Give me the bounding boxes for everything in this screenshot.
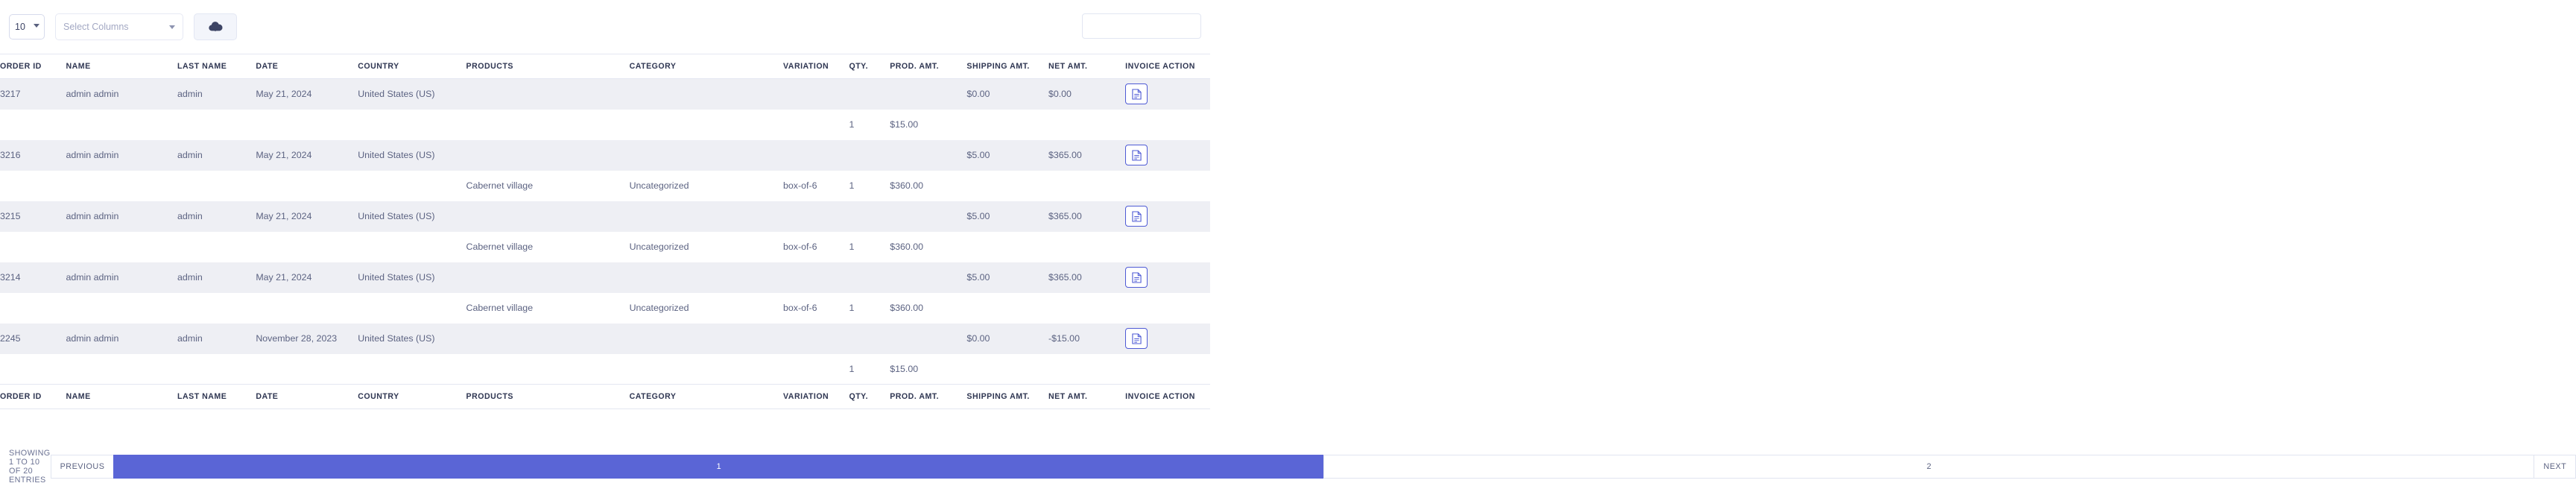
invoice-document-icon bbox=[1132, 150, 1142, 161]
cell-date: November 28, 2023 bbox=[256, 324, 358, 354]
chevron-down-icon bbox=[169, 25, 175, 29]
col-header-order-id[interactable]: ORDER ID bbox=[0, 54, 66, 79]
cell-last-name bbox=[177, 110, 256, 140]
search-input[interactable] bbox=[1082, 13, 1201, 39]
table-head bbox=[0, 54, 1210, 79]
cell-products bbox=[466, 324, 630, 354]
cell-variation: box-of-6 bbox=[783, 293, 849, 324]
cell-net-amt: $0.00 bbox=[1048, 79, 1125, 110]
table-row[interactable] bbox=[0, 171, 1210, 201]
orders-table bbox=[0, 54, 1210, 409]
cell-qty: 1 bbox=[849, 232, 890, 262]
cell-net-amt: -$15.00 bbox=[1048, 324, 1125, 354]
table-row[interactable] bbox=[0, 324, 1210, 354]
invoice-button[interactable] bbox=[1125, 328, 1148, 349]
cell-last-name bbox=[177, 293, 256, 324]
cell-prod-amt bbox=[890, 324, 966, 354]
cell-date: May 21, 2024 bbox=[256, 79, 358, 110]
col-header-products[interactable]: PRODUCTS bbox=[466, 54, 630, 79]
cell-order-id bbox=[0, 232, 66, 262]
cell-variation bbox=[783, 324, 849, 354]
table-row[interactable] bbox=[0, 79, 1210, 110]
foot-col-shipping-amt: SHIPPING AMT. bbox=[966, 385, 1048, 409]
cell-shipping-amt bbox=[966, 171, 1048, 201]
cell-qty bbox=[849, 324, 890, 354]
cell-country: United States (US) bbox=[358, 201, 466, 232]
cell-variation: box-of-6 bbox=[783, 171, 849, 201]
cell-invoice-action bbox=[1125, 201, 1210, 232]
cell-country bbox=[358, 110, 466, 140]
cell-invoice-action bbox=[1125, 262, 1210, 293]
cell-name bbox=[66, 293, 177, 324]
cell-category: Uncategorized bbox=[630, 232, 783, 262]
cell-order-id bbox=[0, 293, 66, 324]
cell-shipping-amt: $5.00 bbox=[966, 201, 1048, 232]
cell-last-name: admin bbox=[177, 262, 256, 293]
cell-products bbox=[466, 354, 630, 385]
cell-date: May 21, 2024 bbox=[256, 262, 358, 293]
table-row[interactable] bbox=[0, 262, 1210, 293]
cell-prod-amt bbox=[890, 201, 966, 232]
cell-invoice-action bbox=[1125, 354, 1210, 385]
table-toolbar bbox=[0, 0, 1210, 54]
cell-prod-amt bbox=[890, 262, 966, 293]
cell-country bbox=[358, 293, 466, 324]
foot-col-category: CATEGORY bbox=[630, 385, 783, 409]
cell-products: Cabernet village bbox=[466, 232, 630, 262]
cell-country bbox=[358, 354, 466, 385]
invoice-document-icon bbox=[1132, 272, 1142, 283]
cell-products bbox=[466, 262, 630, 293]
cell-last-name bbox=[177, 354, 256, 385]
foot-col-variation: VARIATION bbox=[783, 385, 849, 409]
download-button[interactable] bbox=[194, 13, 237, 40]
cell-category bbox=[630, 110, 783, 140]
col-header-last-name[interactable]: LAST NAME bbox=[177, 54, 256, 79]
cell-category bbox=[630, 262, 783, 293]
cell-last-name: admin bbox=[177, 79, 256, 110]
cell-net-amt: $365.00 bbox=[1048, 262, 1125, 293]
cell-products bbox=[466, 201, 630, 232]
foot-col-products: PRODUCTS bbox=[466, 385, 630, 409]
cell-prod-amt bbox=[890, 140, 966, 171]
cell-name: admin admin bbox=[66, 201, 177, 232]
cell-date bbox=[256, 232, 358, 262]
cell-country: United States (US) bbox=[358, 79, 466, 110]
cell-invoice-action bbox=[1125, 79, 1210, 110]
cell-shipping-amt bbox=[966, 293, 1048, 324]
cell-products bbox=[466, 79, 630, 110]
col-header-date[interactable]: DATE bbox=[256, 54, 358, 79]
table-row[interactable] bbox=[0, 201, 1210, 232]
cell-order-id bbox=[0, 171, 66, 201]
cell-name bbox=[66, 171, 177, 201]
select-columns-dropdown[interactable] bbox=[55, 13, 183, 40]
cell-order-id: 3215 bbox=[0, 201, 66, 232]
table-header-row bbox=[0, 54, 1210, 79]
cell-variation bbox=[783, 140, 849, 171]
cell-net-amt bbox=[1048, 293, 1125, 324]
cell-last-name: admin bbox=[177, 201, 256, 232]
col-header-net-amt[interactable]: NET AMT. bbox=[1048, 54, 1125, 79]
cell-category: Uncategorized bbox=[630, 171, 783, 201]
cell-products bbox=[466, 110, 630, 140]
cell-variation: box-of-6 bbox=[783, 232, 849, 262]
col-header-qty[interactable]: QTY. bbox=[849, 54, 890, 79]
cell-country: United States (US) bbox=[358, 262, 466, 293]
cell-category bbox=[630, 354, 783, 385]
cell-category bbox=[630, 79, 783, 110]
foot-col-net-amt: NET AMT. bbox=[1048, 385, 1125, 409]
cell-invoice-action bbox=[1125, 171, 1210, 201]
cell-variation bbox=[783, 354, 849, 385]
table-foot bbox=[0, 385, 1210, 409]
foot-col-name: NAME bbox=[66, 385, 177, 409]
cell-country: United States (US) bbox=[358, 324, 466, 354]
invoice-document-icon bbox=[1132, 333, 1142, 344]
table-row[interactable] bbox=[0, 354, 1210, 385]
table-footer-bar bbox=[0, 444, 2567, 489]
cell-qty bbox=[849, 201, 890, 232]
cell-shipping-amt: $5.00 bbox=[966, 140, 1048, 171]
cell-name: admin admin bbox=[66, 140, 177, 171]
col-header-variation[interactable]: VARIATION bbox=[783, 54, 849, 79]
cell-order-id: 3214 bbox=[0, 262, 66, 293]
cell-prod-amt: $15.00 bbox=[890, 110, 966, 140]
cell-qty: 1 bbox=[849, 293, 890, 324]
foot-col-last-name: LAST NAME bbox=[177, 385, 256, 409]
cell-products: Cabernet village bbox=[466, 293, 630, 324]
cell-prod-amt bbox=[890, 79, 966, 110]
table-footer-row bbox=[0, 385, 1210, 409]
cell-order-id bbox=[0, 110, 66, 140]
cell-invoice-action bbox=[1125, 324, 1210, 354]
cell-net-amt: $365.00 bbox=[1048, 140, 1125, 171]
cell-name bbox=[66, 110, 177, 140]
cell-prod-amt: $15.00 bbox=[890, 354, 966, 385]
foot-col-qty: QTY. bbox=[849, 385, 890, 409]
cell-order-id: 3216 bbox=[0, 140, 66, 171]
cell-order-id bbox=[0, 354, 66, 385]
cell-category bbox=[630, 324, 783, 354]
cell-invoice-action bbox=[1125, 293, 1210, 324]
cell-shipping-amt bbox=[966, 232, 1048, 262]
table-body bbox=[0, 79, 1210, 385]
cell-qty bbox=[849, 262, 890, 293]
cell-date: May 21, 2024 bbox=[256, 201, 358, 232]
select-columns-label: Select Columns bbox=[63, 22, 129, 32]
cell-last-name bbox=[177, 232, 256, 262]
cell-net-amt bbox=[1048, 232, 1125, 262]
col-header-invoice-action: INVOICE ACTION bbox=[1125, 54, 1210, 79]
cell-net-amt: $365.00 bbox=[1048, 201, 1125, 232]
cell-country bbox=[358, 232, 466, 262]
cell-invoice-action bbox=[1125, 110, 1210, 140]
cell-date: May 21, 2024 bbox=[256, 140, 358, 171]
cell-name: admin admin bbox=[66, 79, 177, 110]
cell-last-name: admin bbox=[177, 324, 256, 354]
invoice-button[interactable] bbox=[1125, 206, 1148, 227]
col-header-category[interactable]: CATEGORY bbox=[630, 54, 783, 79]
cell-date bbox=[256, 354, 358, 385]
pagination-page-2[interactable]: 2 bbox=[1323, 455, 2534, 479]
table-row[interactable] bbox=[0, 110, 1210, 140]
cell-variation bbox=[783, 110, 849, 140]
cell-category bbox=[630, 140, 783, 171]
invoice-document-icon bbox=[1132, 211, 1142, 222]
col-header-name[interactable]: NAME bbox=[66, 54, 177, 79]
cell-prod-amt: $360.00 bbox=[890, 293, 966, 324]
cell-date bbox=[256, 293, 358, 324]
cell-order-id: 3217 bbox=[0, 79, 66, 110]
table-row[interactable] bbox=[0, 140, 1210, 171]
cell-name: admin admin bbox=[66, 324, 177, 354]
pagination bbox=[51, 455, 2576, 479]
cell-qty: 1 bbox=[849, 110, 890, 140]
cell-qty: 1 bbox=[849, 171, 890, 201]
cell-invoice-action bbox=[1125, 140, 1210, 171]
foot-col-order-id: ORDER ID bbox=[0, 385, 66, 409]
table-row[interactable] bbox=[0, 232, 1210, 262]
cell-name bbox=[66, 232, 177, 262]
cell-net-amt bbox=[1048, 110, 1125, 140]
col-header-prod-amt[interactable]: PROD. AMT. bbox=[890, 54, 966, 79]
cell-country: United States (US) bbox=[358, 140, 466, 171]
cell-shipping-amt: $0.00 bbox=[966, 79, 1048, 110]
cell-qty bbox=[849, 79, 890, 110]
invoice-document-icon bbox=[1132, 89, 1142, 100]
col-header-country[interactable]: COUNTRY bbox=[358, 54, 466, 79]
cell-qty: 1 bbox=[849, 354, 890, 385]
cell-category: Uncategorized bbox=[630, 293, 783, 324]
cell-date bbox=[256, 110, 358, 140]
pagination-page-1[interactable]: 1 bbox=[113, 455, 1323, 479]
cell-prod-amt: $360.00 bbox=[890, 232, 966, 262]
cloud-download-icon bbox=[207, 20, 224, 34]
page-length-wrapper bbox=[9, 14, 45, 40]
cell-qty bbox=[849, 140, 890, 171]
foot-col-date: DATE bbox=[256, 385, 358, 409]
foot-col-invoice-action: INVOICE ACTION bbox=[1125, 385, 1210, 409]
pagination-next[interactable]: NEXT bbox=[2534, 455, 2576, 479]
cell-shipping-amt: $5.00 bbox=[966, 262, 1048, 293]
invoice-button[interactable] bbox=[1125, 267, 1148, 288]
col-header-shipping-amt[interactable]: SHIPPING AMT. bbox=[966, 54, 1048, 79]
cell-prod-amt: $360.00 bbox=[890, 171, 966, 201]
table-row[interactable] bbox=[0, 293, 1210, 324]
entries-summary: SHOWING 1 TO 10 OF 20 ENTRIES bbox=[9, 449, 51, 485]
cell-net-amt bbox=[1048, 171, 1125, 201]
cell-invoice-action bbox=[1125, 232, 1210, 262]
foot-col-country: COUNTRY bbox=[358, 385, 466, 409]
cell-net-amt bbox=[1048, 354, 1125, 385]
cell-shipping-amt bbox=[966, 110, 1048, 140]
cell-last-name bbox=[177, 171, 256, 201]
cell-products: Cabernet village bbox=[466, 171, 630, 201]
invoice-button[interactable] bbox=[1125, 145, 1148, 165]
cell-products bbox=[466, 140, 630, 171]
cell-date bbox=[256, 171, 358, 201]
page-length-select[interactable] bbox=[9, 14, 45, 40]
cell-order-id: 2245 bbox=[0, 324, 66, 354]
cell-shipping-amt: $0.00 bbox=[966, 324, 1048, 354]
cell-variation bbox=[783, 79, 849, 110]
cell-category bbox=[630, 201, 783, 232]
cell-country bbox=[358, 171, 466, 201]
foot-col-prod-amt: PROD. AMT. bbox=[890, 385, 966, 409]
cell-last-name: admin bbox=[177, 140, 256, 171]
cell-variation bbox=[783, 262, 849, 293]
cell-shipping-amt bbox=[966, 354, 1048, 385]
invoice-button[interactable] bbox=[1125, 83, 1148, 104]
cell-variation bbox=[783, 201, 849, 232]
cell-name bbox=[66, 354, 177, 385]
cell-name: admin admin bbox=[66, 262, 177, 293]
pagination-previous[interactable]: PREVIOUS bbox=[51, 455, 114, 479]
